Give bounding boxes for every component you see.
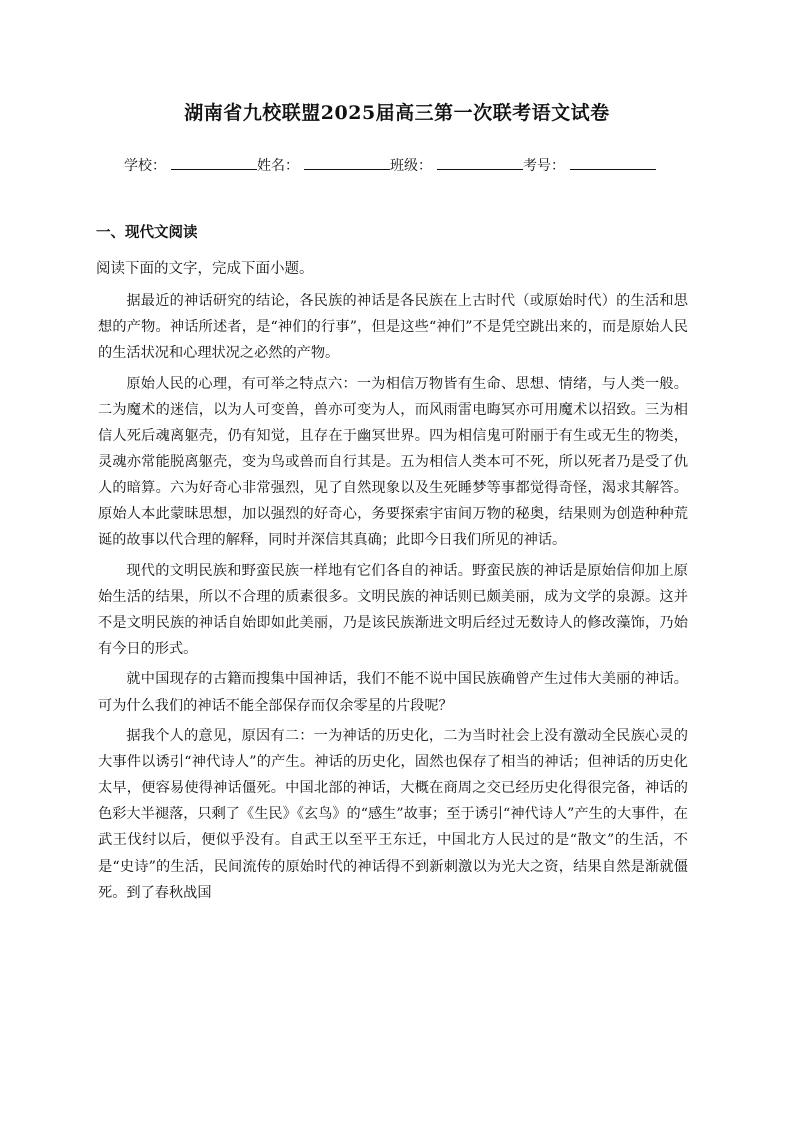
passage-paragraph: 原始人民的心理，有可举之特点六：一为相信万物皆有生命、思想、情绪，与人类一般。二为魔术的迷信，以为人可变兽，兽亦可变为人，而风雨雷电晦冥亦可用魔术以招致。三为相信人死后魂离躯壳，仍有知觉，且存在于幽冥世界。四为相信鬼可附丽于有生或无生的物类，灵魂亦常能脱离躯壳，变为鸟或兽而自行其是。五为相信人类本可不死，所以死者乃是受了仇人的暗算。六为好奇心非常强烈，见了自然现象以及生死睡梦等事都觉得奇怪，渴求其解答。原始人本此蒙昧思想，加以强烈的好奇心，务要探索宇宙间万物的秘奥，结果则为创造种种荒诞的故事以代合理的解释，同时并深信其真确；此即今日我们所见的神话。 [98,375,688,549]
school-field [124,153,257,177]
passage-paragraph: 就中国现存的古籍而搜集中国神话，我们不能不说中国民族确曾产生过伟大美丽的神话。可为什么我们的神话不能全部保存而仅余零星的片段呢？ [98,671,688,714]
reading-instruction: 阅读下面的文字，完成下面小题。 [96,261,314,277]
reading-passage [98,288,688,910]
class-blank[interactable] [437,153,523,170]
student-info-row [124,153,684,177]
passage-paragraph: 现代的文明民族和野蛮民族一样地有它们各自的神话。野蛮民族的神话是原始信仰加上原始生活的结果，所以不合理的质素很多。文明民族的神话则已颇美丽，成为文学的泉源。这并不是文明民族的神话自始即如此美丽，乃是该民族渐进文明后经过无数诗人的修改藻饰，乃始有今日的形式。 [98,562,688,657]
exam-title: 湖南省九校联盟2025届高三第一次联考语文试卷 [184,102,610,124]
exam-number-blank[interactable] [570,153,656,170]
exam-number-label: 考号： [523,158,565,174]
name-label: 姓名： [257,158,299,174]
name-blank[interactable] [304,153,390,170]
school-label: 学校： [124,158,166,174]
class-label: 班级： [390,158,432,174]
school-blank[interactable] [171,153,257,170]
name-field [257,153,390,177]
class-field [390,153,523,177]
section-heading: 一、现代文阅读 [96,225,198,241]
passage-paragraph: 据我个人的意见，原因有二：一为神话的历史化，二为当时社会上没有激动全民族心灵的大事件以诱引“神代诗人”的产生。神话的历史化，固然也保存了相当的神话；但神话的历史化太早，便容易使得神话僵死。中国北部的神话，大概在商周之交已经历史化得很完备，神话的色彩大半褪落，只剩了《生民》《玄鸟》的“感生”故事；至于诱引“神代诗人”产生的大事件，在武王伐纣以后，便似乎没有。自武王以至平王东迁，中国北方人民过的是“散文”的生活，不是“史诗”的生活，民间流传的原始时代的神话得不到新刺激以为光大之资，结果自然是渐就僵死。到了春秋战国 [98,728,688,901]
exam-number-field [523,153,656,177]
passage-paragraph: 据最近的神话研究的结论，各民族的神话是各民族在上古时代（或原始时代）的生活和思想的产物。神话所述者，是“神们的行事”，但是这些“神们”不是凭空跳出来的，而是原始人民的生活状况和心理状况之必然的产物。 [98,293,688,362]
